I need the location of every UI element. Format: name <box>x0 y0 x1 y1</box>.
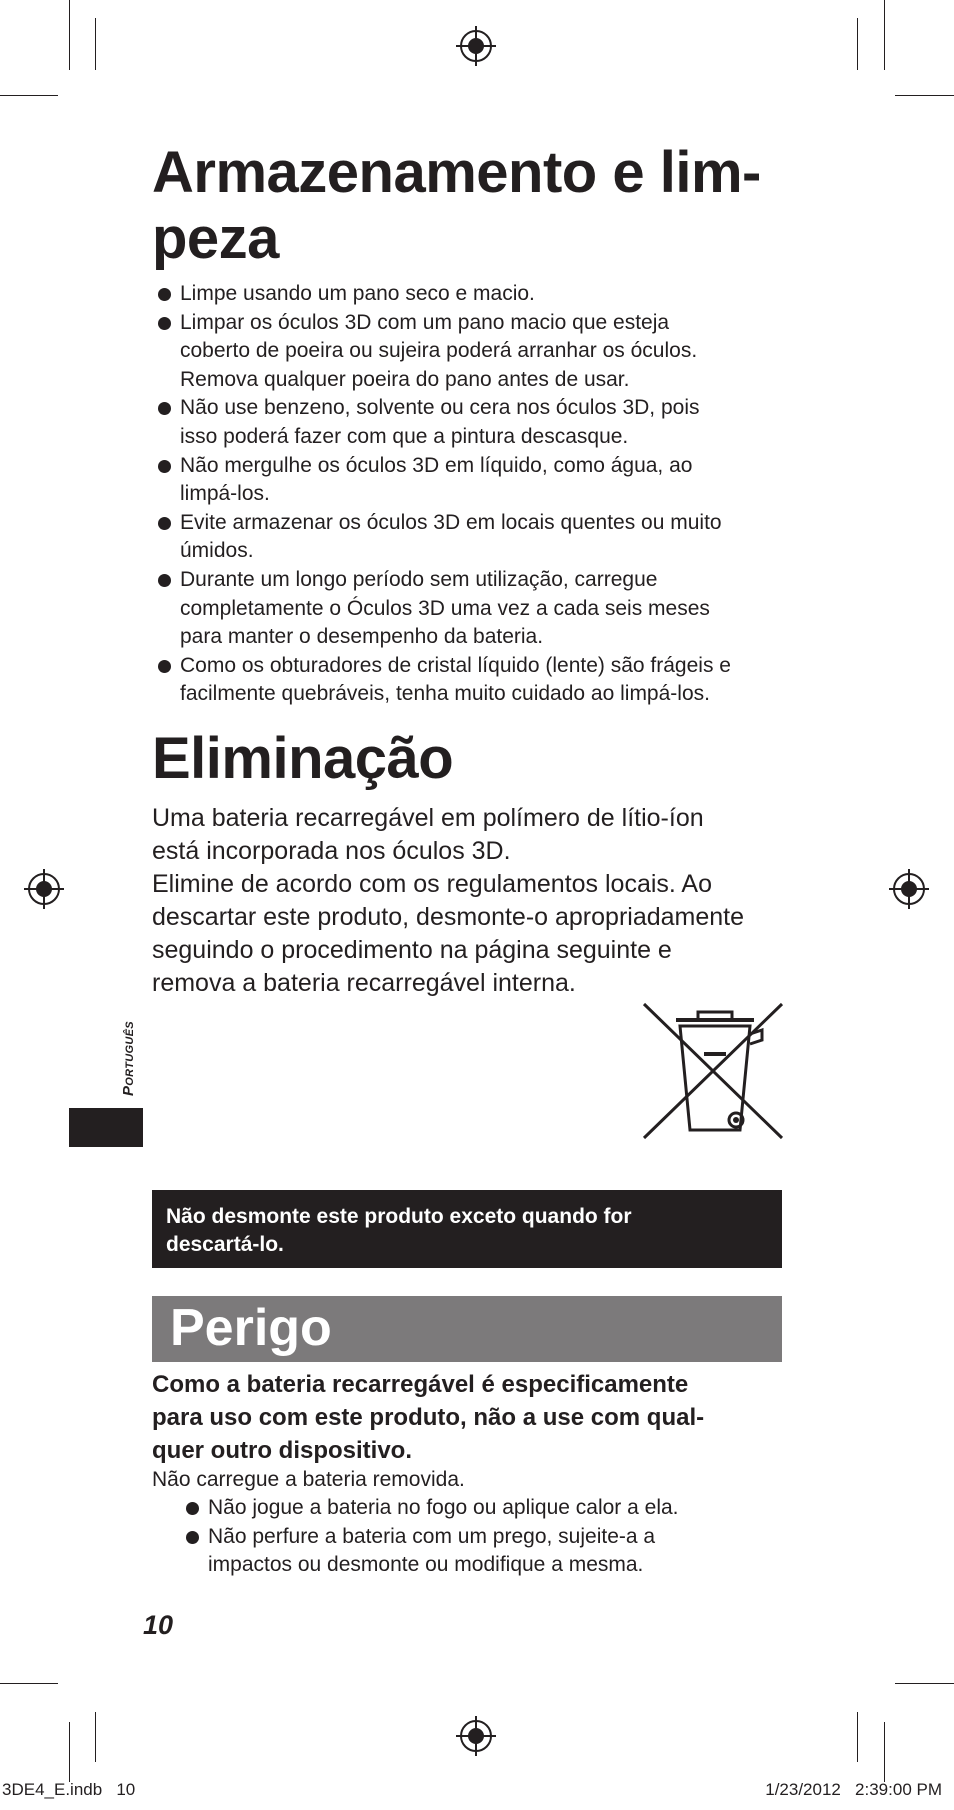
danger-bold-paragraph: Como a bateria recarregável é especificamente para uso com este produto, não a use com qual- quer outro dispositivo. <box>152 1371 705 1464</box>
list-item: Limpe usando um pano seco e macio. <box>152 280 812 309</box>
list-item: Durante um longo período sem utilização, carregue completamente o Óculos 3D uma vez a cada seis meses para manter o desempenho da bateria. <box>152 566 812 652</box>
section-title-storage <box>152 140 761 272</box>
registration-mark-icon <box>456 26 496 66</box>
crop-mark <box>95 18 96 70</box>
registration-mark-icon <box>456 1716 496 1756</box>
registration-mark-icon <box>889 869 929 909</box>
crop-mark <box>857 18 858 70</box>
language-side-label: Português <box>120 1021 137 1096</box>
crop-mark <box>0 1683 58 1684</box>
section-title-disposal: Eliminação <box>152 726 454 791</box>
crop-mark <box>895 1683 954 1684</box>
slug-filename: 3DE4_E.indb 10 <box>2 1780 136 1799</box>
list-item: Não mergulhe os óculos 3D em líquido, como água, ao limpá-los. <box>152 452 812 509</box>
crop-mark <box>0 95 58 96</box>
danger-bullet-list <box>180 1494 800 1580</box>
danger-title: Perigo <box>170 1299 332 1357</box>
disposal-paragraph: Uma bateria recarregável em polímero de lítio-íon está incorporada nos óculos 3D. Elimine de acordo com os regulamentos locais. Ao descartar este produto, desmonte-o apropriadamente seguindo o procedimento na página seguinte e remova a bateria recarregável interna. <box>152 804 745 997</box>
page-number: 10 <box>143 1610 174 1640</box>
crossed-out-wheelie-bin-icon <box>640 1000 786 1142</box>
list-item: Não jogue a bateria no fogo ou aplique calor a ela. <box>180 1494 800 1523</box>
crop-mark <box>69 1722 70 1782</box>
list-item: Não use benzeno, solvente ou cera nos óculos 3D, pois isso poderá fazer com que a pintura descasque. <box>152 394 812 451</box>
crop-mark <box>884 1722 885 1782</box>
title-line: Armazenamento e lim- <box>152 140 761 205</box>
danger-plain-line: Não carregue a bateria removida. <box>152 1468 465 1491</box>
crop-mark <box>895 95 954 96</box>
danger-heading-bar <box>152 1296 782 1362</box>
list-item: Evite armazenar os óculos 3D em locais quentes ou muito úmidos. <box>152 509 812 566</box>
title-line: peza <box>152 206 279 271</box>
list-item: Limpar os óculos 3D com um pano macio que esteja coberto de poeira ou sujeira poderá arranhar os óculos. Remova qualquer poeira do pano antes de usar. <box>152 309 812 395</box>
storage-bullet-list <box>152 280 812 709</box>
crop-mark <box>857 1712 858 1762</box>
side-tab-marker <box>69 1108 143 1147</box>
list-item: Como os obturadores de cristal líquido (lente) são frágeis e facilmente quebráveis, tenha muito cuidado ao limpá-los. <box>152 652 812 709</box>
crop-mark <box>95 1712 96 1762</box>
registration-mark-icon <box>24 869 64 909</box>
crop-mark <box>69 0 70 70</box>
crop-mark <box>884 0 885 70</box>
list-item: Não perfure a bateria com um prego, sujeite-a a impactos ou desmonte ou modifique a mesma. <box>180 1523 800 1580</box>
slug-timestamp: 1/23/2012 2:39:00 PM <box>765 1780 942 1799</box>
disassembly-warning-box: Não desmonte este produto exceto quando for descartá-lo. <box>152 1190 782 1268</box>
